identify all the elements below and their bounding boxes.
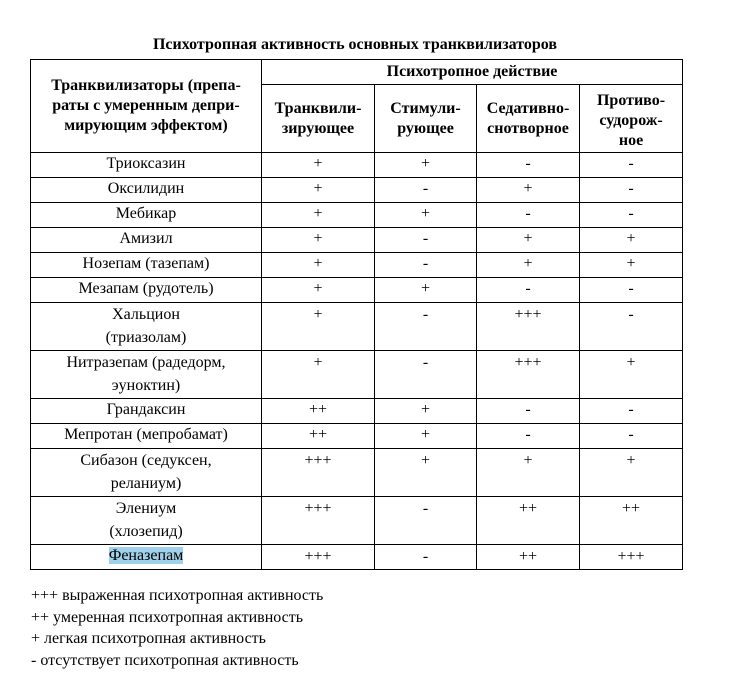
legend-item-strong: +++ выраженная психотропная активность <box>31 587 324 604</box>
drug-name: Сибазон (седуксен, реланиум) <box>31 449 262 497</box>
cell-tranquilizing: + <box>262 303 375 351</box>
table-row <box>31 178 683 203</box>
drug-name-highlighted[interactable] <box>31 545 262 570</box>
drug-name: Хальцион (триазолам) <box>31 303 262 351</box>
cell-stimulating: - <box>375 303 477 351</box>
cell-sedative: - <box>477 203 580 228</box>
table-title: Психотропная активность основных транквилизаторов <box>152 36 558 53</box>
cell-stimulating: + <box>375 278 477 303</box>
cell-anticonvulsant: + <box>580 449 683 497</box>
cell-sedative: + <box>477 228 580 253</box>
cell-tranquilizing: + <box>262 203 375 228</box>
table-row <box>31 303 683 351</box>
legend <box>31 585 323 671</box>
table-row <box>31 399 683 424</box>
drug-name: Мезапам (рудотель) <box>31 278 262 303</box>
table-row <box>31 497 683 545</box>
cell-stimulating: + <box>375 153 477 178</box>
cell-tranquilizing: +++ <box>262 545 375 570</box>
header-col-anticonvulsant: Противо- судорож- ное <box>580 85 683 153</box>
cell-anticonvulsant: ++ <box>580 497 683 545</box>
cell-sedative: - <box>477 153 580 178</box>
cell-stimulating: - <box>375 178 477 203</box>
cell-anticonvulsant: - <box>580 203 683 228</box>
drug-name: Нозепам (тазепам) <box>31 253 262 278</box>
legend-item-mild: + легкая психотропная активность <box>31 630 266 647</box>
table-row <box>31 351 683 399</box>
cell-stimulating: - <box>375 497 477 545</box>
header-col-tranquilizing: Транквили- зирующее <box>262 85 375 153</box>
cell-anticonvulsant: - <box>580 424 683 449</box>
cell-sedative: + <box>477 178 580 203</box>
drug-name: Амизил <box>31 228 262 253</box>
table-row <box>31 228 683 253</box>
header-drugs: Транквилизаторы (препа- раты с умеренным депри- мирующим эффектом) <box>31 60 262 153</box>
drug-name: Нитразепам (радедорм, эуноктин) <box>31 351 262 399</box>
legend-item-none: - отсутствует психотропная активность <box>31 651 299 669</box>
cell-sedative: ++ <box>477 497 580 545</box>
table-row <box>31 449 683 497</box>
cell-sedative: - <box>477 424 580 449</box>
cell-anticonvulsant: + <box>580 228 683 253</box>
header-psychotropic-action: Психотропное действие <box>262 60 683 85</box>
table-row <box>31 153 683 178</box>
cell-anticonvulsant: - <box>580 303 683 351</box>
cell-stimulating: + <box>375 399 477 424</box>
cell-anticonvulsant: - <box>580 278 683 303</box>
selected-text[interactable]: Феназепам <box>108 547 184 564</box>
table-row <box>31 253 683 278</box>
cell-stimulating: - <box>375 351 477 399</box>
cell-tranquilizing: + <box>262 253 375 278</box>
cell-sedative: ++ <box>477 545 580 570</box>
header-col-sedative-hypnotic: Седативно- снотворное <box>477 85 580 153</box>
table-row <box>31 545 683 570</box>
drug-name: Грандаксин <box>31 399 262 424</box>
cell-stimulating: + <box>375 449 477 497</box>
drug-name: Элениум (хлозепид) <box>31 497 262 545</box>
table-row <box>31 278 683 303</box>
table-row <box>31 424 683 449</box>
cell-stimulating: - <box>375 228 477 253</box>
cell-tranquilizing: ++ <box>262 399 375 424</box>
cell-anticonvulsant: + <box>580 253 683 278</box>
cell-stimulating: - <box>375 253 477 278</box>
cell-tranquilizing: +++ <box>262 497 375 545</box>
cell-tranquilizing: + <box>262 228 375 253</box>
table-row <box>31 203 683 228</box>
tranquilizer-activity-table <box>30 59 683 570</box>
cell-tranquilizing: + <box>262 351 375 399</box>
cell-anticonvulsant: + <box>580 351 683 399</box>
cell-stimulating: + <box>375 203 477 228</box>
cell-sedative: + <box>477 449 580 497</box>
cell-sedative: + <box>477 253 580 278</box>
cell-tranquilizing: + <box>262 278 375 303</box>
header-col-stimulating: Стимули- рующее <box>375 85 477 153</box>
drug-name: Оксилидин <box>31 178 262 203</box>
cell-anticonvulsant: - <box>580 178 683 203</box>
cell-tranquilizing: + <box>262 178 375 203</box>
cell-sedative: - <box>477 278 580 303</box>
cell-anticonvulsant: - <box>580 153 683 178</box>
cell-tranquilizing: ++ <box>262 424 375 449</box>
cell-sedative: +++ <box>477 303 580 351</box>
cell-stimulating: + <box>375 424 477 449</box>
legend-item-moderate: ++ умеренная психотропная активность <box>31 608 304 626</box>
table-body <box>31 153 683 570</box>
cell-anticonvulsant: - <box>580 399 683 424</box>
cell-stimulating: - <box>375 545 477 570</box>
cell-tranquilizing: +++ <box>262 449 375 497</box>
cell-anticonvulsant: +++ <box>580 545 683 570</box>
drug-name: Мепротан (мепробамат) <box>31 424 262 449</box>
drug-name: Мебикар <box>31 203 262 228</box>
cell-tranquilizing: + <box>262 153 375 178</box>
drug-name: Триоксазин <box>31 153 262 178</box>
cell-sedative: +++ <box>477 351 580 399</box>
cell-sedative: - <box>477 399 580 424</box>
